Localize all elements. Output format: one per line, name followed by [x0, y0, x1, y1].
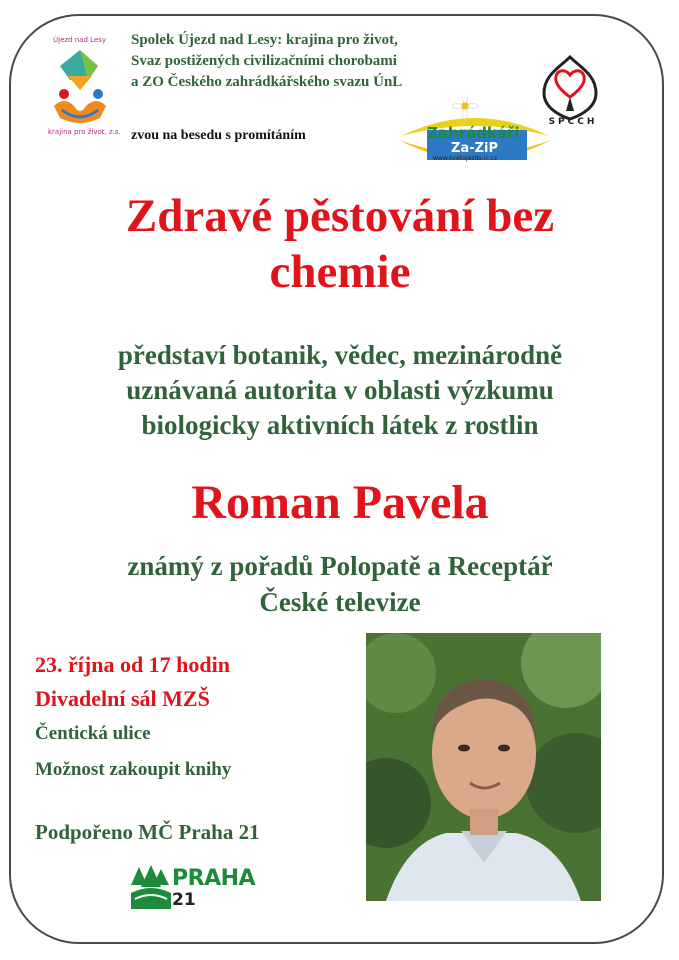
speaker-name: Roman Pavela [191, 476, 489, 529]
speaker-intro [20, 338, 660, 443]
organizer-line-1: Spolek Újezd nad Lesy: krajina pro život, [131, 32, 398, 48]
event-title-line-2: chemie [269, 246, 411, 298]
event-title [30, 188, 650, 300]
zahradkari-logo [395, 96, 555, 180]
event-title-line-1: Zdravé pěstování bez [125, 190, 555, 242]
zahradkari-sub: Za-ZiP [451, 141, 499, 156]
support-text: Podpořeno MČ Praha 21 [35, 820, 260, 844]
event-details [35, 648, 365, 788]
known-from-line-1: známý z pořadů Polopatě a Receptář [127, 551, 553, 581]
event-street: Čentická ulice [35, 723, 151, 744]
ujezd-logo-top-text: Újezd nad Lesy [53, 36, 106, 44]
praha21-word: PRAHA [172, 866, 256, 891]
organizers-text [131, 30, 551, 93]
ujezd-logo-bottom-text: krajina pro život, z.s. [48, 128, 121, 136]
speaker-intro-line-1: představí botanik, vědec, mezinárodně [117, 340, 563, 370]
spcch-label: SPCCH [548, 117, 598, 127]
invite-text: zvou na besedu s promítáním [131, 128, 306, 143]
zahradkari-title: Zahrádkáři [427, 124, 520, 142]
praha21-number: 21 [172, 890, 196, 910]
event-date: 23. října od 17 hodin [35, 652, 230, 677]
event-venue: Divadelní sál MZŠ [35, 686, 210, 711]
zahradkari-url: www.kvetujezda.ic.cz [433, 155, 498, 162]
speaker-intro-line-3: biologicky aktivních látek z rostlin [141, 410, 539, 440]
organizer-line-3: a ZO Českého zahrádkářského svazu ÚnL [131, 74, 403, 90]
event-books: Možnost zakoupit knihy [35, 759, 232, 780]
known-from [20, 548, 660, 620]
ujezd-logo [40, 36, 120, 141]
organizer-line-2: Svaz postižených civilizačními chorobami [131, 53, 397, 69]
speaker-photo [366, 633, 601, 901]
speaker-intro-line-2: uznávaná autorita v oblasti výzkumu [126, 375, 554, 405]
known-from-line-2: České televize [259, 587, 421, 617]
